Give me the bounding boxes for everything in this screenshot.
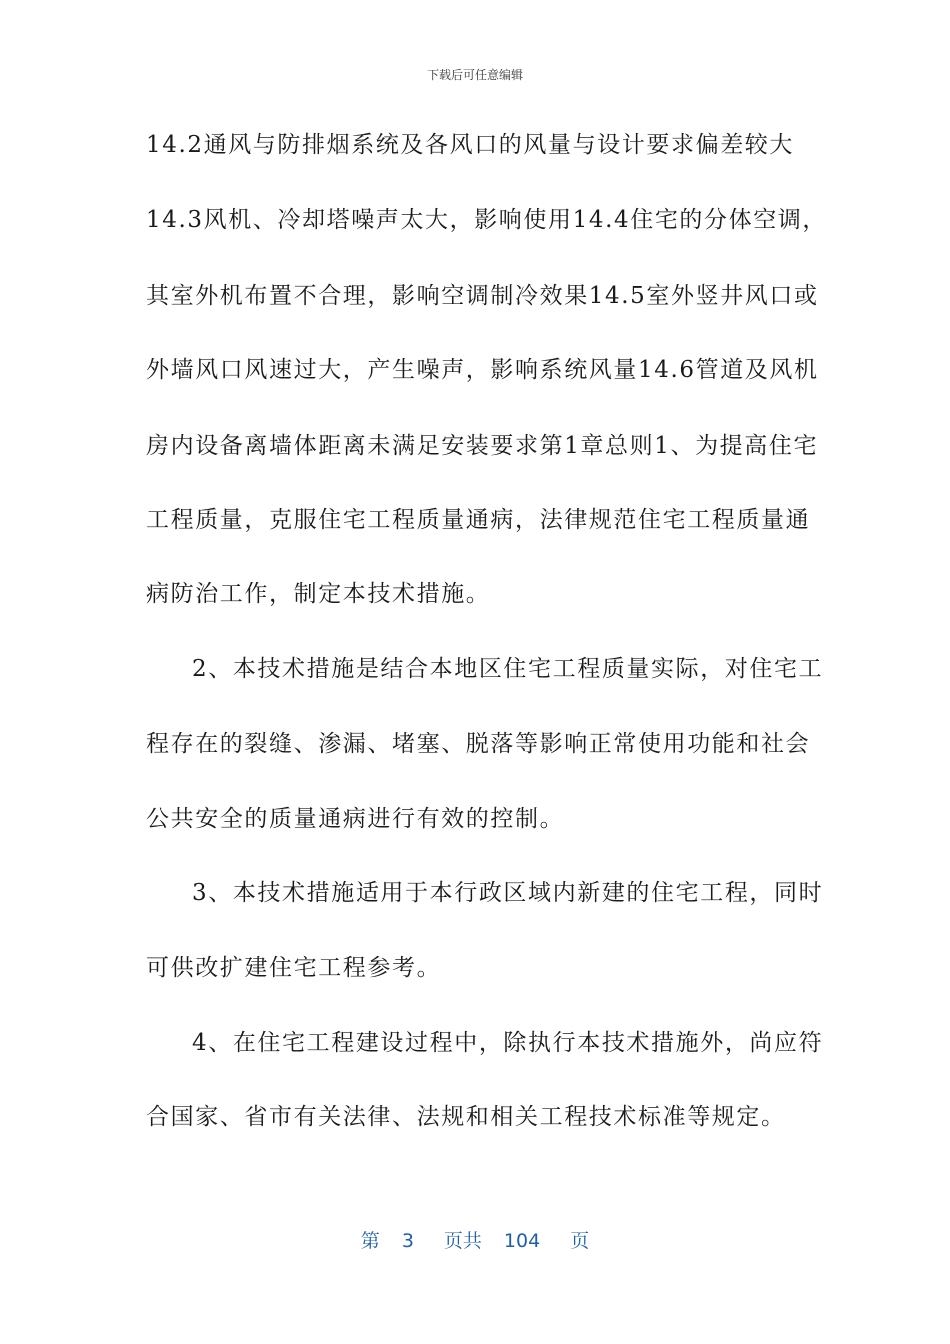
paragraph-first-line: 2、本技术措施是结合本地区住宅工程质量实际，对住宅工 <box>192 656 824 682</box>
text-line: 14.2通风与防排烟系统及各风口的风量与设计要求偏差较大 <box>146 132 795 158</box>
text-line: 病防治工作，制定本技术措施。 <box>146 581 491 607</box>
page-number: 3 <box>401 1230 414 1252</box>
text-line: 外墙风口风速过大，产生噪声，影响系统风量14.6管道及风机 <box>146 357 819 383</box>
text-line: 程存在的裂缝、渗漏、堵塞、脱落等影响正常使用功能和社会 <box>146 731 811 757</box>
page-mid: 页共 <box>443 1230 482 1252</box>
page-footer <box>0 1226 950 1253</box>
text-line: 合国家、省市有关法律、法规和相关工程技术标准等规定。 <box>146 1104 786 1130</box>
page-prefix: 第 <box>360 1230 380 1252</box>
paragraph-first-line: 4、在住宅工程建设过程中，除执行本技术措施外，尚应符 <box>192 1030 824 1056</box>
text-line: 可供改扩建住宅工程参考。 <box>146 955 442 981</box>
text-line: 其室外机布置不合理，影响空调制冷效果14.5室外竖井风口或 <box>146 283 819 309</box>
total-pages: 104 <box>503 1230 541 1252</box>
text-line: 工程质量，克服住宅工程质量通病，法律规范住宅工程质量通 <box>146 507 811 533</box>
text-line: 房内设备离墙体距离未满足安装要求第1章总则1、为提高住宅 <box>146 433 819 459</box>
paragraph-first-line: 3、本技术措施适用于本行政区域内新建的住宅工程，同时 <box>192 880 824 906</box>
text-line: 公共安全的质量通病进行有效的控制。 <box>146 806 565 832</box>
page-suffix: 页 <box>570 1230 590 1252</box>
text-line: 14.3风机、冷却塔噪声太大，影响使用14.4住宅的分体空调， <box>146 207 828 233</box>
page-header-note: 下载后可任意编辑 <box>426 68 523 82</box>
